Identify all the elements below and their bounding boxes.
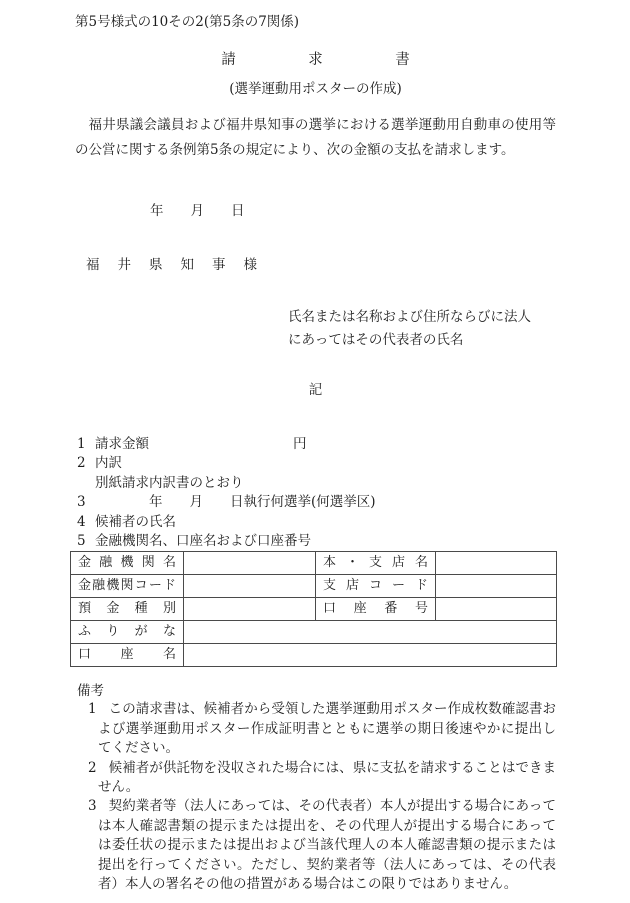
bank-account-table: [70, 551, 557, 667]
financial-institution-name-value: [184, 552, 316, 575]
item-amount: [77, 435, 556, 454]
remark-note-2: [75, 759, 556, 798]
branch-code-label: 支店コード: [316, 575, 436, 598]
remark-note-1: [75, 700, 556, 758]
remarks-notes: [75, 700, 556, 894]
item-breakdown-detail: [77, 474, 556, 493]
remarks-heading: 備考: [77, 683, 104, 700]
item-label: 年 月 日執行何選挙(何選挙区): [95, 494, 376, 511]
item-label: 請求金額: [95, 436, 149, 452]
item-election: [77, 493, 556, 512]
request-items: [75, 435, 556, 551]
note-text: 候補者が供託物を没収された場合には、県に支払を請求することはできません。: [98, 759, 556, 796]
item-label: 別紙請求内訳書のとおり: [95, 474, 244, 491]
note-number: 3: [88, 798, 97, 815]
item-number: 3: [77, 494, 86, 511]
applicant-note-line2: にあってはその代表者の氏名: [288, 332, 464, 348]
item-number: 5: [77, 533, 86, 550]
table-row: [71, 598, 557, 621]
account-name-label: 口座名: [71, 644, 184, 667]
remarks-section: [75, 683, 556, 894]
item-label: 内訳: [95, 455, 122, 472]
item-number: 4: [77, 513, 86, 530]
table-row: [71, 552, 557, 575]
note-number: 1: [88, 701, 97, 718]
item-bank-info: [77, 532, 556, 551]
note-text: この請求書は、候補者から受領した選挙運動用ポスター作成枚数確認書および選挙運動用ポスター作成証明書とともに選挙の期日後速やかに提出してください。: [98, 701, 556, 757]
note-text: 契約業者等（法人にあっては、その代表者）本人が提出する場合にあっては本人確認書類の提示または提出を、その代理人が提出する場合にあっては委任状の提示または提出および当該代理人の本人確認書類の提示または提出を行ってください。ただし、契約業者等（法人にあっては、その代表者）本人の署名その他の措置がある場合はこの限りではありません。: [98, 798, 556, 893]
document-subtitle: (選挙運動用ポスターの作成): [229, 81, 402, 97]
deposit-type-value: [184, 598, 316, 621]
table-row: [71, 644, 557, 667]
financial-institution-code-value: [184, 575, 316, 598]
item-breakdown: [77, 454, 556, 473]
currency-unit: 円: [293, 436, 307, 452]
item-number: 2: [77, 455, 86, 472]
item-label: 候補者の氏名: [95, 513, 176, 530]
furigana-value: [184, 621, 557, 644]
form-number: 第5号様式の10その2(第5条の7関係): [75, 14, 300, 30]
furigana-label: ふりがな: [71, 621, 184, 644]
applicant-note-line1: 氏名または名称および住所ならびに法人: [288, 309, 531, 325]
account-number-value: [436, 598, 557, 621]
deposit-type-label: 預金種別: [71, 598, 184, 621]
date-line: 年 月 日: [150, 203, 245, 219]
table-row: [71, 621, 557, 644]
account-name-value: [184, 644, 557, 667]
note-number: 2: [88, 759, 97, 776]
body-paragraph: 福井県議会議員および福井県知事の選挙における選挙運動用自動車の使用等の公営に関する条例第5条の規定により、次の金額の支払を請求します。: [75, 117, 556, 158]
document-title: 請 求 書: [221, 52, 410, 68]
remark-note-3: [75, 797, 556, 894]
section-marker-ki: 記: [308, 382, 323, 398]
table-row: [71, 575, 557, 598]
addressee: 福井県知事様: [86, 257, 275, 273]
branch-name-label: 本・支店名: [316, 552, 436, 575]
financial-institution-name-label: 金融機関名: [71, 552, 184, 575]
item-label: 金融機関名、口座名および口座番号: [95, 533, 311, 550]
applicant-name-note: [288, 306, 556, 352]
item-number: 1: [77, 436, 86, 452]
item-candidate-name: [77, 513, 556, 532]
branch-code-value: [436, 575, 557, 598]
account-number-label: 口座番号: [316, 598, 436, 621]
financial-institution-code-label: 金融機関コード: [71, 575, 184, 598]
branch-name-value: [436, 552, 557, 575]
